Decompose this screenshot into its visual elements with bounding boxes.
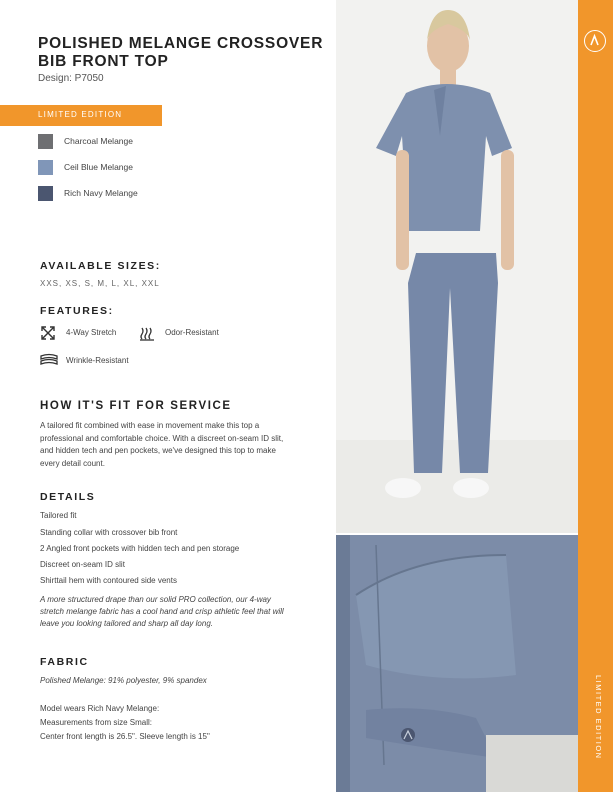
model-illustration <box>336 0 578 533</box>
color-name: Ceil Blue Melange <box>64 162 133 172</box>
limited-edition-label: LIMITED EDITION <box>38 110 123 119</box>
fabric-heading: FABRIC <box>40 656 89 668</box>
accent-sidebar <box>578 0 613 792</box>
product-title: POLISHED MELANGE CROSSOVER BIB FRONT TOP <box>38 35 324 70</box>
fabric-note: A more structured drape than our solid PRO collection, our 4-way stretch melange fabric has a cool hand and crisp athletic feel that will leave you looking tailored and sharp all day long. <box>40 595 284 628</box>
brand-logo-icon <box>584 30 606 52</box>
feature-stretch <box>40 325 150 341</box>
model-info-2: Measurements from size Small: <box>40 718 153 727</box>
detail-item: Shirttail hem with contoured side vents <box>40 576 177 585</box>
fabric-composition: Polished Melange: 91% polyester, 9% spandex <box>40 676 207 685</box>
detail-item: Discreet on-seam ID slit <box>40 560 125 569</box>
fit-description: A tailored fit combined with ease in movement make this top a professional and comfortable choice. With a discreet on-seam ID slit, and hidden tech and pen pockets, we've designed this top to make every detail count. <box>40 421 284 468</box>
model-info-1: Model wears Rich Navy Melange: <box>40 704 160 713</box>
color-swatch <box>38 134 53 149</box>
color-swatch <box>38 186 53 201</box>
detail-item: Tailored fit <box>40 511 77 520</box>
detail-item: Standing collar with crossover bib front <box>40 528 178 537</box>
stretch-arrows-icon <box>40 325 56 341</box>
model-photo <box>336 0 578 533</box>
sizes-heading: AVAILABLE SIZES: <box>40 260 161 272</box>
design-number: Design: P7050 <box>38 73 104 84</box>
fit-heading: HOW IT'S FIT FOR SERVICE <box>40 400 232 412</box>
details-heading: DETAILS <box>40 491 96 503</box>
sidebar-limited-edition-label: LIMITED EDITION <box>594 675 603 760</box>
feature-odor <box>139 325 249 341</box>
model-info-3: Center front length is 26.5". Sleeve length is 15" <box>40 732 210 741</box>
color-name: Rich Navy Melange <box>64 188 138 198</box>
feature-label: Odor-Resistant <box>165 328 219 337</box>
odor-waves-icon <box>139 325 155 341</box>
color-swatch <box>38 160 53 175</box>
fabric-detail-photo <box>336 535 578 792</box>
fabric-stack-icon <box>40 353 58 367</box>
features-heading: FEATURES: <box>40 305 114 317</box>
sizes-list: XXS, XS, S, M, L, XL, XXL <box>40 279 160 288</box>
detail-item: 2 Angled front pockets with hidden tech and pen storage <box>40 544 240 553</box>
pocket-detail-illustration <box>336 535 578 792</box>
limited-edition-banner <box>0 105 162 126</box>
feature-wrinkle <box>40 353 170 369</box>
feature-label: Wrinkle-Resistant <box>66 356 129 365</box>
color-name: Charcoal Melange <box>64 136 133 146</box>
feature-label: 4-Way Stretch <box>66 328 117 337</box>
